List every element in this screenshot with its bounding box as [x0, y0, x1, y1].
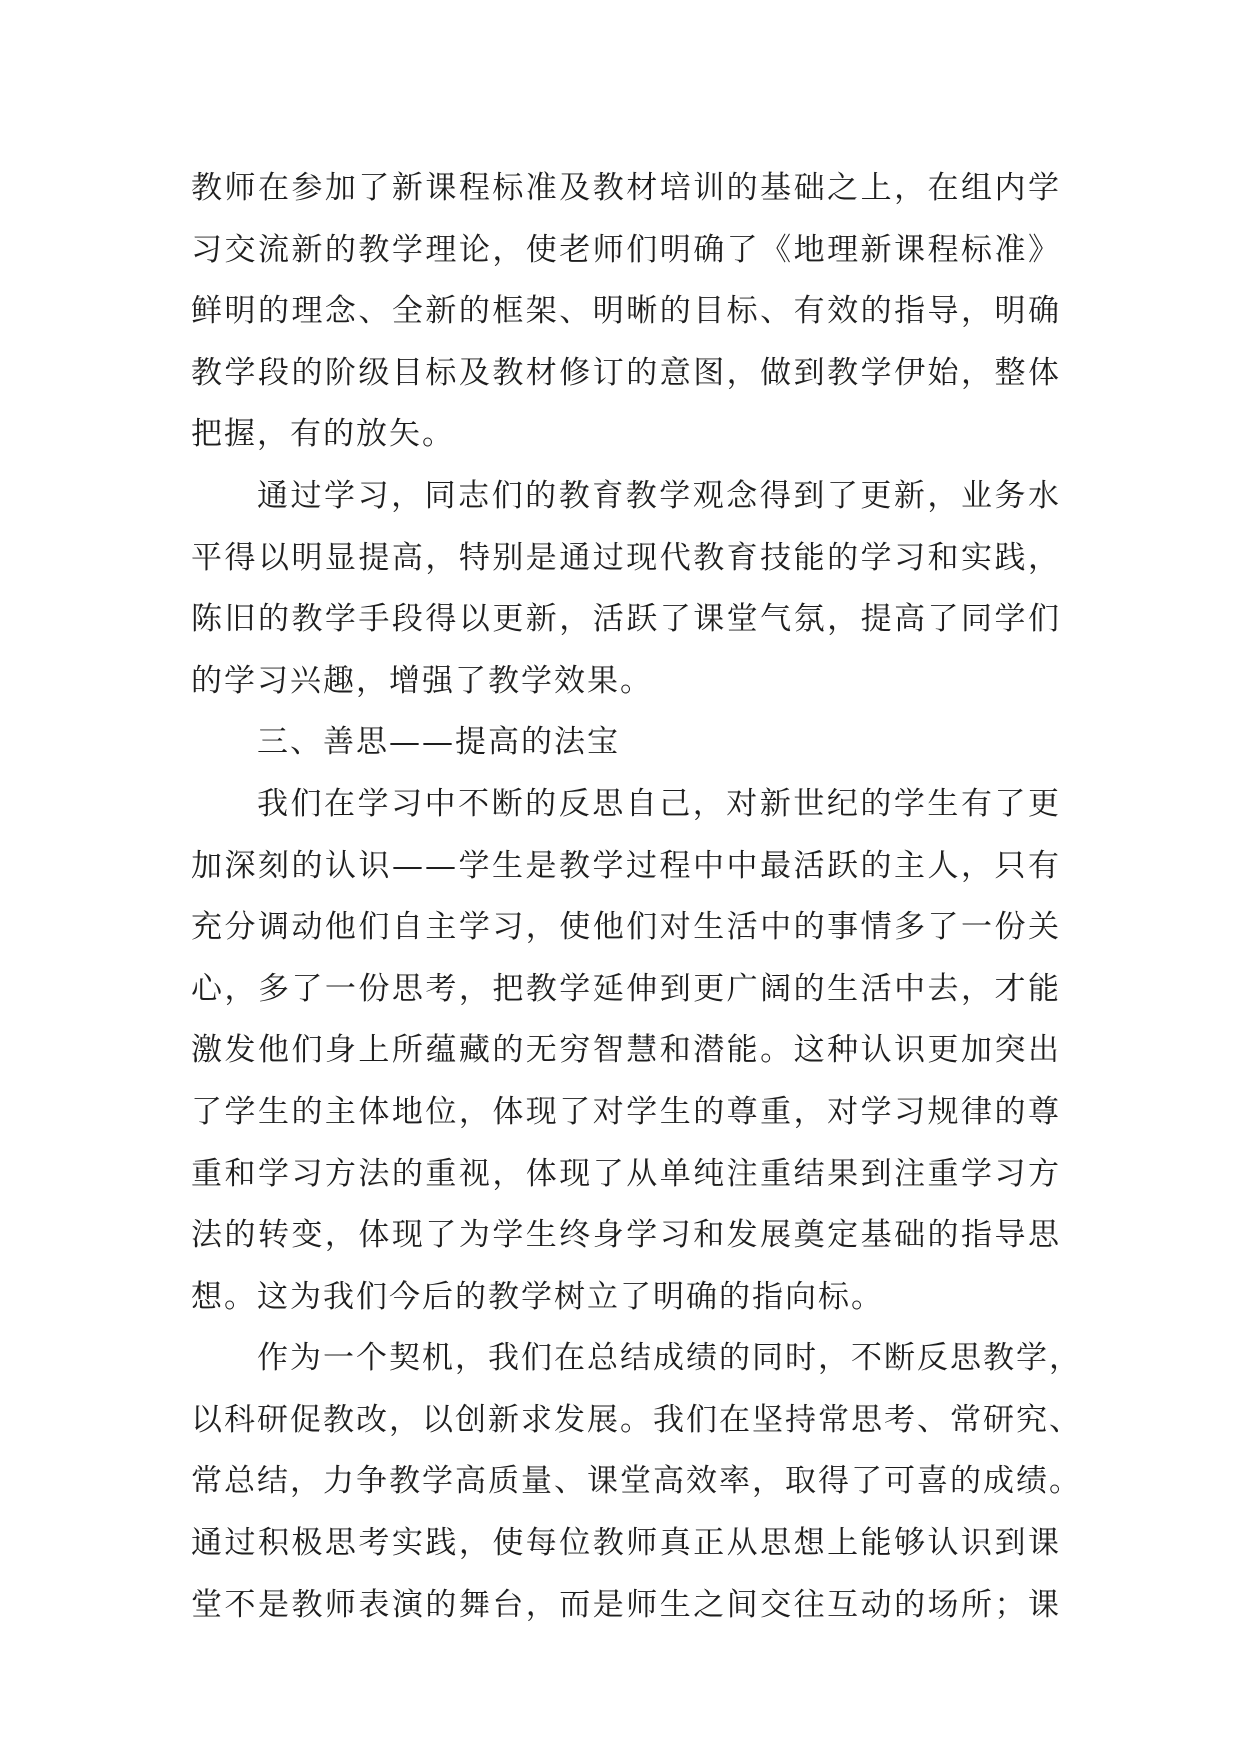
- text-line: 想。这为我们今后的教学树立了明确的指向标。: [191, 1278, 884, 1315]
- text-line: 的学习兴趣，增强了教学效果。: [191, 662, 653, 699]
- text-line: 我们在学习中不断的反思自己，对新世纪的学生有了更: [257, 785, 1061, 822]
- text-line: 重和学习方法的重视，体现了从单纯注重结果到注重学习方: [191, 1155, 1061, 1192]
- text-line: 习交流新的教学理论，使老师们明确了《地理新课程标准》: [191, 231, 1061, 268]
- text-line: 作为一个契机，我们在总结成绩的同时，不断反思教学，: [257, 1340, 1082, 1377]
- text-line: 法的转变，体现了为学生终身学习和发展奠定基础的指导思: [191, 1217, 1061, 1254]
- body-text: [191, 158, 1082, 1636]
- text-line: 陈旧的教学手段得以更新，活跃了课堂气氛，提高了同学们: [191, 601, 1061, 638]
- text-line: 堂不是教师表演的舞台，而是师生之间交往互动的场所；课: [191, 1586, 1061, 1623]
- text-line: 了学生的主体地位，体现了对学生的尊重，对学习规律的尊: [191, 1093, 1061, 1130]
- text-line: 平得以明显提高，特别是通过现代教育技能的学习和实践，: [191, 539, 1061, 576]
- text-line: 通过积极思考实践，使每位教师真正从思想上能够认识到课: [191, 1525, 1061, 1562]
- text-line: 心，多了一份思考，把教学延伸到更广阔的生活中去，才能: [191, 970, 1061, 1007]
- text-line: 教师在参加了新课程标准及教材培训的基础之上，在组内学: [191, 170, 1061, 206]
- text-line: 三、善思——提高的法宝: [257, 724, 620, 761]
- text-line: 加深刻的认识——学生是教学过程中中最活跃的主人，只有: [191, 847, 1061, 884]
- text-line: 鲜明的理念、全新的框架、明晰的目标、有效的指导，明确: [191, 293, 1061, 330]
- text-line: 常总结，力争教学高质量、课堂高效率，取得了可喜的成绩。: [191, 1463, 1082, 1500]
- text-line: 通过学习，同志们的教育教学观念得到了更新，业务水: [257, 477, 1061, 514]
- text-line: 以科研促教改，以创新求发展。我们在坚持常思考、常研究、: [191, 1401, 1082, 1438]
- text-line: 充分调动他们自主学习，使他们对生活中的事情多了一份关: [191, 909, 1061, 946]
- text-line: 把握，有的放矢。: [191, 416, 455, 453]
- text-line: 教学段的阶级目标及教材修订的意图，做到教学伊始，整体: [191, 354, 1061, 391]
- text-line: 激发他们身上所蕴藏的无穷智慧和潜能。这种认识更加突出: [191, 1032, 1061, 1069]
